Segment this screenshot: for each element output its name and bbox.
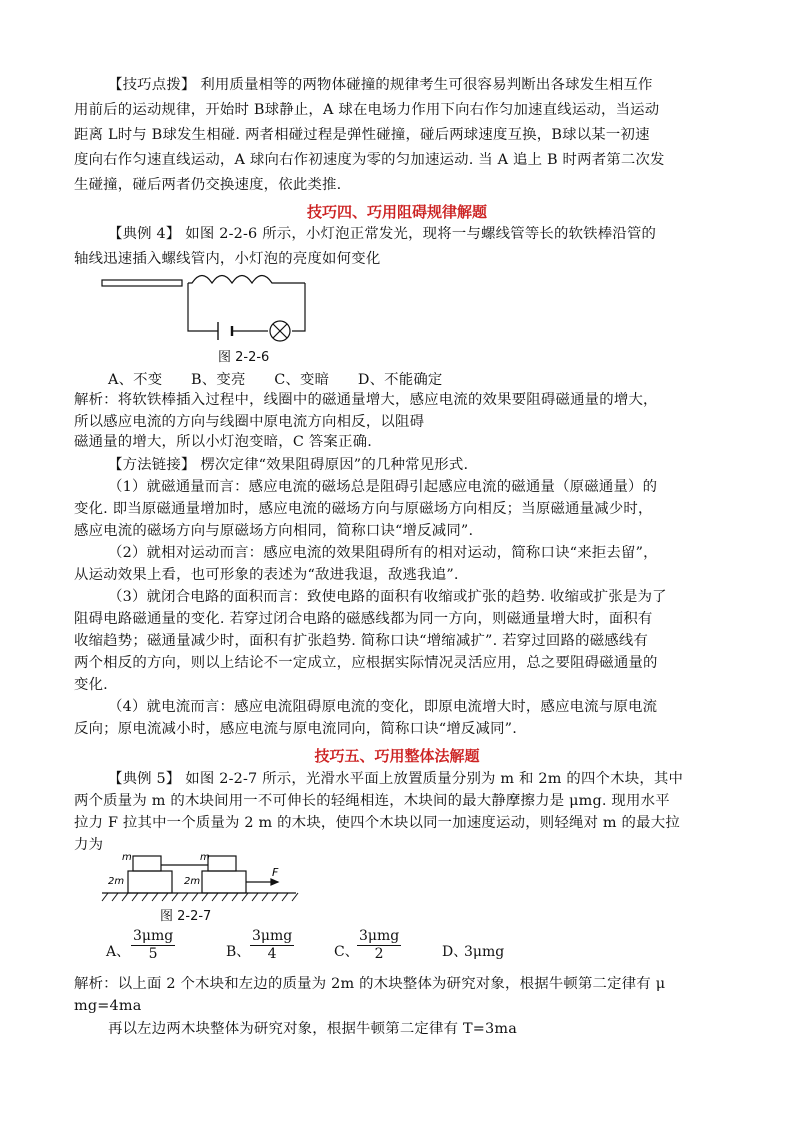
method-line: （3）就闭合电路的面积而言：致使电路的面积有收缩或扩张的趋势. 收缩或扩张是为了 bbox=[108, 589, 667, 605]
option-d-label: D、 bbox=[442, 944, 468, 960]
example4-line: 轴线迅速插入螺线管内，小灯泡的亮度如何变化 bbox=[74, 251, 381, 267]
example5-line: 两个质量为 m 的木块间用一不可伸长的轻绳相连，木块间的最大静摩擦力是 μmg. 现用水平 bbox=[74, 793, 670, 809]
option-c-fraction bbox=[357, 928, 401, 963]
method-line: 阻碍电路磁通量的变化. 若穿过闭合电路的磁感线都为同一方向，则磁通量增大时，面积有 bbox=[74, 611, 653, 627]
option-c-label: C、 bbox=[334, 944, 359, 960]
example5-line: 【典例 5】 如图 2-2-7 所示，光滑水平面上放置质量分别为 m 和 2m 的四个木块，其中 bbox=[108, 771, 684, 787]
tip-paragraph-line: 用前后的运动规律，开始时 B球静止，A 球在电场力作用下向右作匀加速直线运动，当运动 bbox=[74, 102, 660, 118]
figure-caption-2-2-7: 图 2-2-7 bbox=[160, 909, 212, 924]
option-a-label: A、 bbox=[106, 944, 131, 960]
tip-paragraph-line: 距离 L时与 B球发生相碰. 两者相碰过程是弹性碰撞，碰后两球速度互换，B球以某一初速 bbox=[74, 127, 650, 143]
light-bulb-symbol bbox=[270, 321, 290, 341]
example4-analysis-line: 磁通量的增大，所以小灯泡变暗，C 答案正确. bbox=[74, 434, 372, 450]
label-m-right: m bbox=[200, 852, 210, 863]
option-b-numerator: 3μmg bbox=[252, 928, 293, 944]
tip-paragraph-line: 度向右作匀速直线运动，A 球向右作初速度为零的匀加速运动. 当 A 追上 B 时两者第二次发 bbox=[74, 152, 665, 168]
block-2m-right bbox=[202, 871, 246, 893]
ground-hatching bbox=[102, 893, 298, 901]
example4-analysis-line: 所以感应电流的方向与线圈中原电流方向相反，以阻碍 bbox=[74, 414, 425, 430]
tip-paragraph-line: 【技巧点拨】 利用质量相等的两物体碰撞的规律考生可很容易判断出各球发生相互作 bbox=[108, 77, 653, 93]
soft-iron-rod bbox=[102, 280, 182, 286]
method-line: 从运动效果上看，也可形象的表述为“敌进我退，敌逃我追”. bbox=[74, 567, 459, 583]
example5-analysis-line: 解析：以上面 2 个木块和左边的质量为 2m 的木块整体为研究对象，根据牛顿第二定律有 μ bbox=[74, 976, 666, 992]
example5-line: 力为 bbox=[74, 837, 104, 853]
method-line: （2）就相对运动而言：感应电流的效果阻碍所有的相对运动，简称口诀“来拒去留”， bbox=[108, 545, 658, 561]
option-c-denominator: 2 bbox=[374, 946, 384, 962]
option-a-fraction bbox=[131, 928, 175, 963]
label-m-left: m bbox=[122, 852, 132, 863]
example5-line: 拉力 F 拉其中一个质量为 2 m 的木块，使四个木块以同一加速度运动，则轻绳对 m 的最大拉 bbox=[74, 815, 680, 831]
method-line: （4）就电流而言：感应电流阻碍原电流的变化，即原电流增大时，感应电流与原电流 bbox=[108, 699, 658, 715]
figure-solenoid-circuit bbox=[100, 266, 320, 346]
section-heading-5: 技巧五、巧用整体法解题 bbox=[314, 747, 480, 765]
example5-analysis-line: mg=4ma bbox=[74, 998, 142, 1014]
block-m-left bbox=[133, 856, 161, 871]
figure-caption-2-2-6: 图 2-2-6 bbox=[218, 350, 270, 365]
option-b-fraction bbox=[250, 928, 294, 963]
option-b-label: B、 bbox=[226, 944, 251, 960]
method-line: 两个相反的方向，则以上结论不一定成立，应根据实际情况灵活应用，总之要阻碍磁通量的 bbox=[74, 655, 658, 671]
method-line: （1）就磁通量而言：感应电流的磁场总是阻碍引起感应电流的磁通量（原磁通量）的 bbox=[108, 479, 658, 495]
example4-options: A、不变 B、变亮 C、变暗 D、不能确定 bbox=[108, 372, 443, 388]
option-d-value: 3μmg bbox=[464, 944, 505, 960]
example5-analysis-line: 再以左边两木块整体为研究对象，根据牛顿第二定律有 T=3ma bbox=[108, 1021, 517, 1037]
section-heading-4: 技巧四、巧用阻碍规律解题 bbox=[306, 203, 487, 221]
label-force: F bbox=[272, 866, 279, 879]
example4-line: 【典例 4】 如图 2-2-6 所示，小灯泡正常发光，现将一与螺线管等长的软铁棒沿管的 bbox=[108, 226, 657, 242]
solenoid-coil bbox=[188, 276, 305, 332]
method-line: 感应电流的磁场方向与原磁场方向相同，简称口诀“增反减同”. bbox=[74, 523, 474, 539]
method-line: 【方法链接】 楞次定律“效果阻碍原因”的几种常见形式. bbox=[108, 457, 469, 473]
method-line: 变化. bbox=[74, 677, 108, 693]
block-m-right bbox=[208, 856, 236, 871]
tip-paragraph-line: 生碰撞，碰后两者仍交换速度，依此类推. bbox=[74, 177, 342, 193]
example4-analysis-line: 解析：将软铁棒插入过程中，线圈中的磁通量增大，感应电流的效果要阻碍磁通量的增大， bbox=[74, 392, 658, 408]
block-2m-left bbox=[128, 871, 172, 893]
option-b-denominator: 4 bbox=[267, 946, 277, 962]
method-line: 收缩趋势；磁通量减少时，面积有扩张趋势. 简称口诀“增缩减扩”. 若穿过回路的磁感线有 bbox=[74, 633, 649, 649]
option-a-numerator: 3μmg bbox=[133, 928, 174, 944]
label-2m-left: 2m bbox=[108, 876, 125, 887]
method-line: 反向；原电流减小时，感应电流与原电流同向，简称口诀“增反减同”. bbox=[74, 721, 518, 737]
option-a-denominator: 5 bbox=[148, 946, 158, 962]
battery-symbol bbox=[218, 322, 232, 340]
method-line: 变化. 即当原磁通量增加时，感应电流的磁场方向与原磁场方向相反；当原磁通量减少时， bbox=[74, 501, 653, 517]
label-2m-right: 2m bbox=[184, 876, 201, 887]
option-c-numerator: 3μmg bbox=[359, 928, 400, 944]
